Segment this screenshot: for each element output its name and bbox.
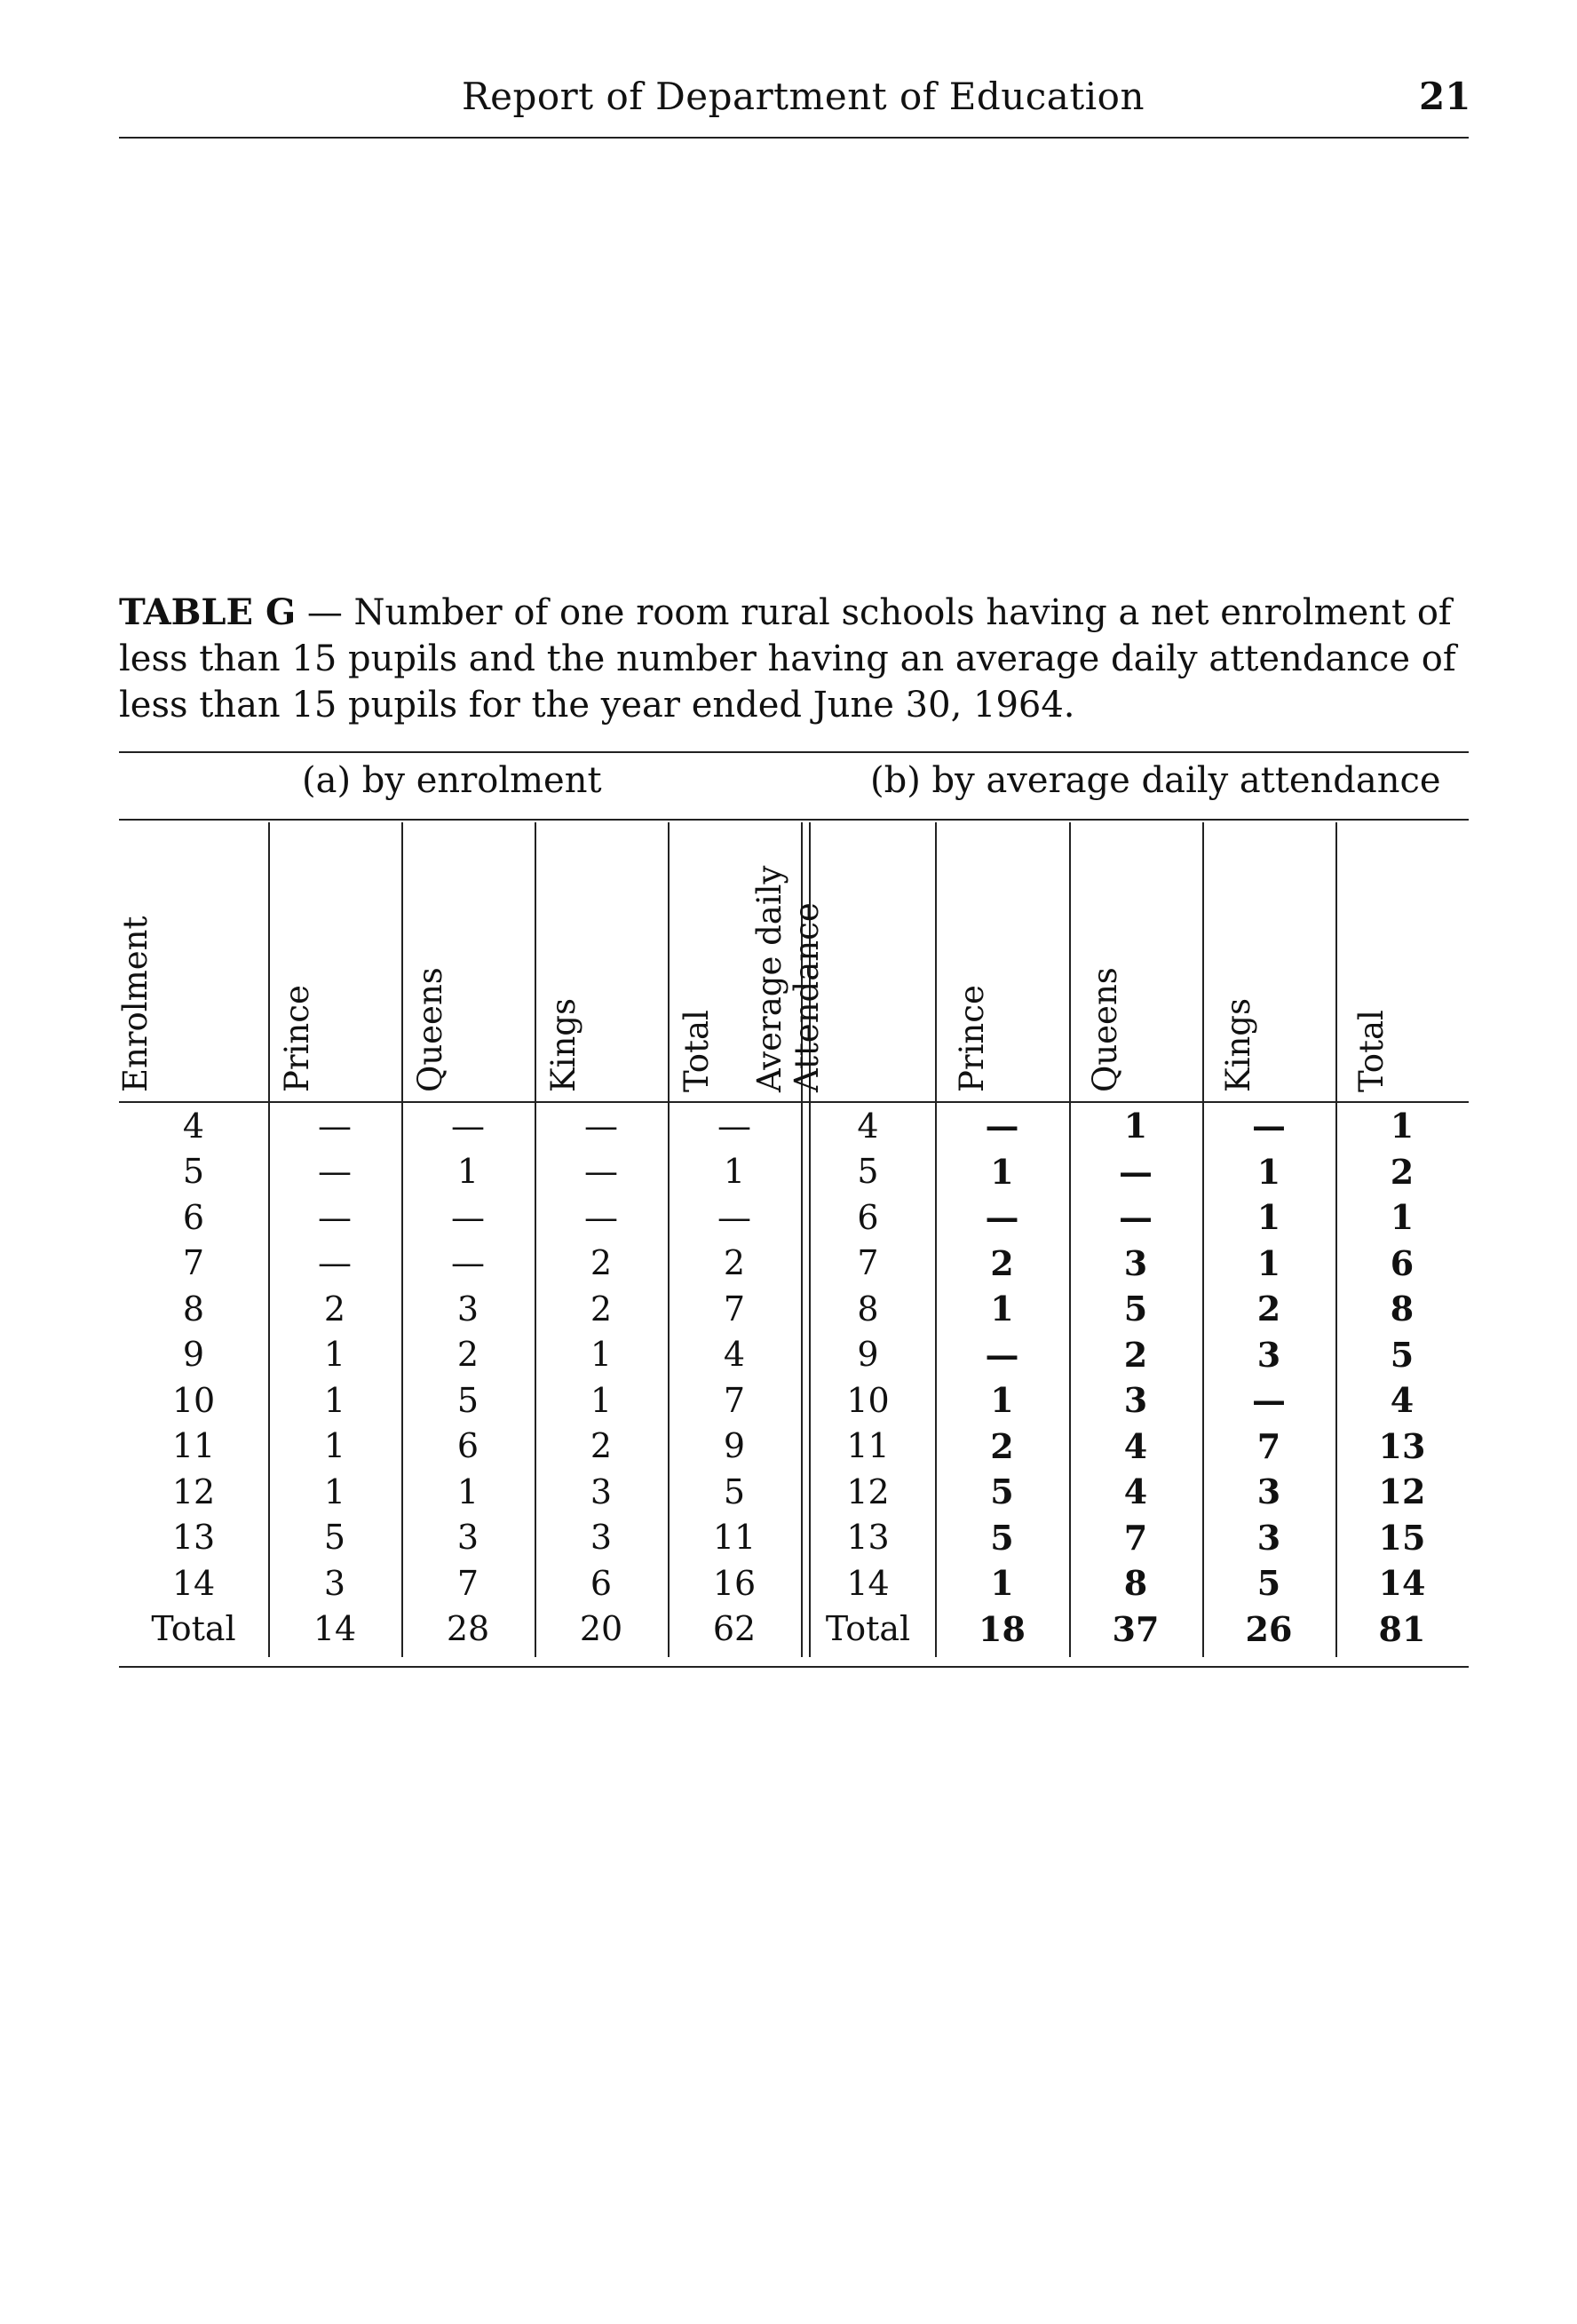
table-bottom-rule	[119, 1666, 1469, 1668]
table-cell: 2	[590, 1426, 613, 1466]
col-head-average-daily-attendance: Average daily Attendance	[750, 865, 826, 1092]
table-cell: 6	[590, 1563, 613, 1603]
table-cell: 6	[1390, 1242, 1415, 1283]
table-cell: 1	[590, 1335, 613, 1375]
table-cell: —	[1252, 1106, 1286, 1146]
table-cell: 1	[723, 1152, 746, 1192]
table-cell: 14	[313, 1609, 357, 1649]
table-cell: 3	[1123, 1242, 1148, 1283]
table-cell: —	[1119, 1151, 1153, 1192]
table-cell: —	[584, 1197, 618, 1237]
table-cell: 1	[456, 1152, 479, 1192]
table-cell: 1	[323, 1380, 346, 1420]
table-cell: 4	[1390, 1380, 1415, 1421]
table-cell: 16	[712, 1563, 757, 1603]
table-cell: 9	[723, 1426, 746, 1466]
table-cell: 3	[1123, 1380, 1148, 1421]
table-cell: 6	[456, 1426, 479, 1466]
table-cell: 8	[1123, 1563, 1148, 1604]
group-head-attendance: (b) by average daily attendance	[870, 760, 1441, 801]
table-row	[119, 1606, 1469, 1653]
page-number: 21	[1419, 75, 1471, 118]
table-cell: —	[985, 1106, 1019, 1146]
table-cell: 5	[323, 1518, 346, 1558]
table-cell: 2	[1390, 1151, 1415, 1192]
table-cell: 9	[182, 1335, 205, 1375]
table-cell: —	[1119, 1197, 1153, 1238]
table-cell: 5	[723, 1471, 746, 1511]
table-cell: 4	[182, 1106, 205, 1146]
table-row	[119, 1424, 1469, 1470]
table-cell: 1	[1256, 1242, 1281, 1283]
table-row	[119, 1560, 1469, 1606]
table-cell: 7	[456, 1563, 479, 1603]
table-cell: —	[584, 1106, 618, 1146]
table-cell: —	[985, 1197, 1019, 1238]
table-cell: 12	[846, 1471, 890, 1511]
col-head-kings-b: Kings	[1219, 998, 1257, 1092]
table-cell: 1	[990, 1563, 1014, 1604]
table-cell: 11	[171, 1426, 216, 1466]
table-cell: 1	[323, 1335, 346, 1375]
table-cell: —	[318, 1197, 352, 1237]
table-cell: 2	[990, 1242, 1014, 1283]
table-row	[119, 1332, 1469, 1378]
table-row	[119, 1515, 1469, 1561]
table-cell: 3	[1256, 1334, 1281, 1375]
table-cell: 2	[590, 1243, 613, 1283]
table-cell: 8	[1390, 1289, 1415, 1329]
col-head-prince-b: Prince	[953, 985, 991, 1092]
table-cell: 7	[723, 1289, 746, 1329]
table-cell: —	[985, 1334, 1019, 1375]
col-head-total-a: Total	[678, 1010, 716, 1092]
table-cell: 5	[182, 1152, 205, 1192]
table-cell: 5	[990, 1471, 1014, 1512]
table-cell: 26	[1245, 1608, 1293, 1649]
table-cell: Total	[825, 1609, 911, 1649]
table-cell: —	[318, 1152, 352, 1192]
table-row	[119, 1241, 1469, 1287]
table-cell: 1	[590, 1380, 613, 1420]
table-cell: 14	[171, 1563, 216, 1603]
table-cell: 5	[857, 1152, 879, 1192]
running-header: Report of Department of Education	[462, 75, 1145, 118]
col-head-queens-b: Queens	[1086, 967, 1124, 1092]
table-cell: 11	[712, 1518, 757, 1558]
table-cell: 2	[990, 1425, 1014, 1466]
table-cell: 7	[857, 1243, 879, 1283]
table-cell: 81	[1378, 1608, 1426, 1649]
table-cell: 6	[857, 1197, 879, 1237]
table-cell: —	[318, 1243, 352, 1283]
col-head-prince-a: Prince	[278, 985, 316, 1092]
table-cell: 2	[590, 1289, 613, 1329]
table-row	[119, 1103, 1469, 1149]
table-cell: 2	[323, 1289, 346, 1329]
table-cell: 62	[712, 1609, 757, 1649]
table-cell: 5	[1256, 1563, 1281, 1604]
table-cell: 12	[171, 1471, 216, 1511]
table-cell: 3	[456, 1518, 479, 1558]
table-cell: 13	[171, 1518, 216, 1558]
table-top-rule	[119, 751, 1469, 753]
table-cell: 10	[171, 1380, 216, 1420]
table-cell: —	[451, 1243, 485, 1283]
table-cell: 7	[1256, 1425, 1281, 1466]
table-row	[119, 1469, 1469, 1515]
table-cell: Total	[151, 1609, 236, 1649]
table-cell: 3	[1256, 1471, 1281, 1512]
table-cell: 1	[1390, 1197, 1415, 1238]
table-cell: —	[451, 1197, 485, 1237]
table-cell: 3	[323, 1563, 346, 1603]
table-cell: 12	[1378, 1471, 1426, 1512]
table-cell: 8	[857, 1289, 879, 1329]
table-cell: —	[1252, 1380, 1286, 1421]
group-head-rule	[119, 819, 1469, 821]
table-cell: 3	[456, 1289, 479, 1329]
table-cell: 5	[1390, 1334, 1415, 1375]
table-row	[119, 1377, 1469, 1424]
table-cell: 28	[446, 1609, 490, 1649]
table-cell: 1	[990, 1289, 1014, 1329]
table-cell: 4	[857, 1106, 879, 1146]
table-cell: 11	[846, 1426, 890, 1466]
header-rule	[119, 137, 1469, 139]
table-caption	[119, 590, 1478, 728]
table-cell: 1	[456, 1471, 479, 1511]
table-cell: —	[717, 1106, 751, 1146]
table-cell: 5	[990, 1517, 1014, 1558]
table-cell: 1	[1123, 1106, 1148, 1146]
table-cell: 6	[182, 1197, 205, 1237]
table-caption-text: — Number of one room rural schools having a net enrolment of less than 15 pupils and the number having an average daily attendance of less than 15 pupils for the year ended June 30, 1964.	[119, 592, 1456, 726]
table-cell: 3	[590, 1518, 613, 1558]
table-cell: 1	[1390, 1106, 1415, 1146]
table-cell: 3	[1256, 1517, 1281, 1558]
table-cell: 1	[1256, 1197, 1281, 1238]
table-cell: 10	[846, 1380, 890, 1420]
table-cell: 13	[846, 1518, 890, 1558]
table-cell: 4	[723, 1335, 746, 1375]
table-cell: 4	[1123, 1471, 1148, 1512]
table-cell: 2	[456, 1335, 479, 1375]
table-cell: 20	[579, 1609, 623, 1649]
table-cell: 2	[1123, 1334, 1148, 1375]
table-cell: 18	[979, 1608, 1026, 1649]
table-cell: 3	[590, 1471, 613, 1511]
table-cell: 15	[1378, 1517, 1426, 1558]
col-head-enrolment: Enrolment	[116, 916, 155, 1092]
table-cell: 1	[323, 1471, 346, 1511]
table-cell: 14	[846, 1563, 890, 1603]
group-head-enrolment: (a) by enrolment	[302, 760, 602, 801]
table-cell: —	[318, 1106, 352, 1146]
table-cell: 1	[323, 1426, 346, 1466]
table-label: TABLE G	[119, 591, 297, 633]
table-cell: 9	[857, 1335, 879, 1375]
table-cell: 2	[1256, 1289, 1281, 1329]
table-cell: 4	[1123, 1425, 1148, 1466]
table-cell: 1	[990, 1380, 1014, 1421]
col-head-total-b: Total	[1352, 1010, 1391, 1092]
col-head-queens-a: Queens	[411, 967, 449, 1092]
table-cell: 14	[1378, 1563, 1426, 1604]
table-cell: 5	[1123, 1289, 1148, 1329]
table-cell: 1	[990, 1151, 1014, 1192]
table-row	[119, 1286, 1469, 1332]
table-cell: 5	[456, 1380, 479, 1420]
table-cell: 7	[723, 1380, 746, 1420]
col-head-kings-a: Kings	[544, 998, 582, 1092]
table-cell: —	[717, 1197, 751, 1237]
table-cell: 1	[1256, 1151, 1281, 1192]
table-cell: —	[451, 1106, 485, 1146]
table-cell: 8	[182, 1289, 205, 1329]
table-cell: 7	[1123, 1517, 1148, 1558]
table-cell: 7	[182, 1243, 205, 1283]
table-cell: 13	[1378, 1425, 1426, 1466]
table-row	[119, 1149, 1469, 1195]
table-cell: —	[584, 1152, 618, 1192]
table-cell: 2	[723, 1243, 746, 1283]
table-cell: 37	[1112, 1608, 1160, 1649]
table-row	[119, 1194, 1469, 1241]
table-body	[119, 1103, 1469, 1652]
